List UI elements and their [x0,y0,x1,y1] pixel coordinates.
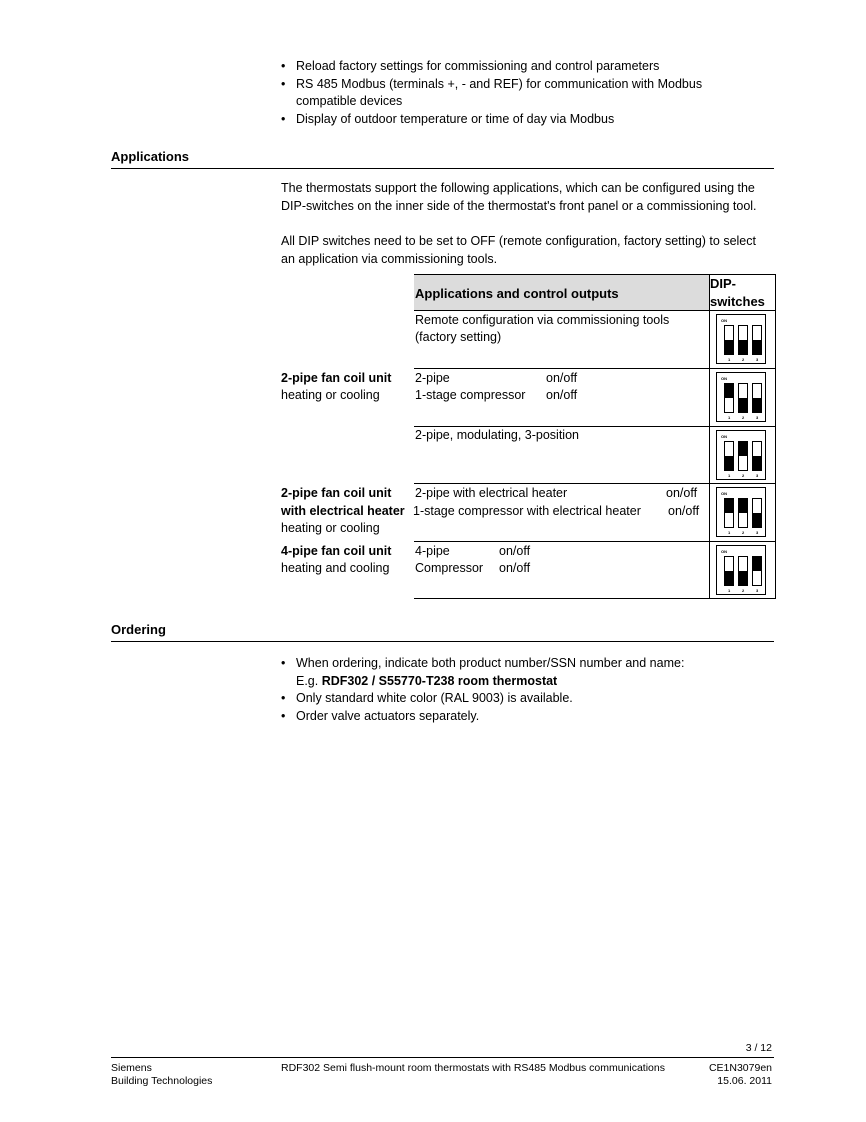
dip-on-label: ON [721,376,727,381]
dip-switch-knob [725,456,733,470]
row-rule [414,368,776,369]
dip-switch-number: 1 [728,357,731,362]
dip-switch-2-off [738,325,748,355]
row-group-label: heating and cooling [281,561,390,575]
intro-bullet: • RS 485 Modbus (terminals +, - and REF) for communication with Modbus compatible devices [281,76,751,111]
ordering-bullet: • Order valve actuators separately. [281,708,761,726]
intro-bullet-list [281,58,751,128]
row-output-line-2: Compressor [415,561,484,575]
table-dip-column-border [709,310,710,599]
dip-switch-number: 2 [742,357,745,362]
intro-bullet: • Display of outdoor temperature or time of day via Modbus [281,111,751,129]
row-rule [414,541,776,542]
dip-switch-number: 3 [756,530,759,535]
dip-switch-number: 2 [742,473,745,478]
dip-switch-1-off [724,325,734,355]
row-output-value-2: on/off [499,561,531,575]
row-output-value-1: on/off [546,371,578,385]
footer-date: 15.06. 2011 [717,1075,772,1087]
footer-company-2: Building Technologies [111,1075,213,1087]
row-group-label: 2-pipe fan coil unit [281,486,392,500]
dip-switch-number: 2 [742,415,745,420]
dip-switch-2-on [738,498,748,528]
ordering-rule [111,641,774,642]
applications-paragraph-2: All DIP switches need to be set to OFF (remote configuration, factory setting) to select an application via commissioning tools. [281,234,756,266]
dip-switch-1-on [724,498,734,528]
dip-switch-number: 2 [742,588,745,593]
ordering-bullet-line-1: When ordering, indicate both product number/SSN number and name: [296,656,685,670]
table-right-border [775,274,776,599]
table-top-rule [414,274,776,275]
dip-switch-knob [725,384,733,398]
dip-on-label: ON [721,549,727,554]
dip-switch-1-on [724,383,734,413]
dip-switch-knob [725,571,733,585]
dip-on-label: ON [721,434,727,439]
dip-switch-knob [753,398,761,412]
dip-switch-3-off [752,441,762,471]
dip-switch-knob [739,571,747,585]
applications-rule [111,168,774,169]
ordering-bullet [281,655,761,690]
table-header-outputs: Applications and control outputs [415,286,619,301]
table-header-rule [414,310,776,311]
dip-switch-2-on [738,441,748,471]
dip-switch-knob [739,499,747,513]
dip-switch-number: 3 [756,588,759,593]
dip-switch-knob [753,456,761,470]
row-output-line-2: 1-stage compressor [415,388,526,402]
dip-switch-diagram [716,487,766,537]
row-group-label: 2-pipe fan coil unit [281,371,392,385]
applications-paragraph-1: The thermostats support the following applications, which can be configured using the DIP-switches on the inner side of the thermostat's front panel or a commissioning tool. [281,181,757,213]
dip-switch-3-off [752,383,762,413]
dip-switch-knob [753,557,761,571]
row-group-label: 4-pipe fan coil unit [281,544,392,558]
dip-on-label: ON [721,318,727,323]
row-output-line-1: 2-pipe [415,371,450,385]
dip-switch-knob [725,340,733,354]
dip-switch-1-off [724,441,734,471]
dip-switch-knob [739,442,747,456]
dip-switch-knob [753,340,761,354]
dip-switch-knob [739,398,747,412]
dip-switch-knob [739,340,747,354]
intro-bullet: • Reload factory settings for commissioning and control parameters [281,58,751,76]
dip-switch-knob [753,513,761,527]
dip-switch-1-off [724,556,734,586]
row-output-value-2: on/off [546,388,578,402]
ordering-bullet-list [281,655,761,725]
dip-switch-3-off [752,325,762,355]
table-bottom-rule [414,598,776,599]
dip-switch-number: 3 [756,415,759,420]
page-number: 3 / 12 [745,1042,772,1054]
dip-switch-3-off [752,498,762,528]
dip-switch-knob [725,499,733,513]
dip-switch-number: 1 [728,588,731,593]
ordering-bullet: • Only standard white color (RAL 9003) is available. [281,690,761,708]
row-output-line-1: 4-pipe [415,544,450,558]
dip-switch-number: 3 [756,357,759,362]
dip-switch-number: 1 [728,415,731,420]
dip-switch-2-off [738,556,748,586]
row-output-line-1: Remote configuration via commissioning tools [415,313,670,327]
dip-on-label: ON [721,491,727,496]
dip-switch-number: 1 [728,530,731,535]
footer-company-1: Siemens [111,1062,152,1074]
ordering-example-product: RDF302 / S55770-T238 room thermostat [321,673,558,688]
dip-switch-number: 1 [728,473,731,478]
ordering-example-prefix: E.g. [296,673,322,688]
ordering-heading: Ordering [111,622,166,637]
table-header-dip-1: DIP- [710,276,736,291]
row-output-line-2: 1-stage compressor with electrical heater [413,504,641,518]
dip-switch-diagram [716,372,766,422]
row-output-line-2: (factory setting) [415,330,502,344]
dip-switch-diagram [716,430,766,480]
dip-switch-2-off [738,383,748,413]
dip-switch-number: 2 [742,530,745,535]
dip-switch-diagram [716,545,766,595]
dip-switch-number: 3 [756,473,759,478]
row-rule [414,483,776,484]
applications-heading: Applications [111,149,190,164]
row-output-value-2: on/off [668,504,700,518]
row-output-line-1: 2-pipe, modulating, 3-position [415,428,579,442]
row-group-label: with electrical heater [281,504,405,518]
footer-document-title: RDF302 Semi flush-mount room thermostats with RS485 Modbus communications [281,1062,665,1074]
row-group-label: heating or cooling [281,521,380,535]
row-output-value-1: on/off [666,486,698,500]
row-group-label: heating or cooling [281,388,380,402]
footer-document-id: CE1N3079en [708,1062,772,1074]
row-output-value-1: on/off [499,544,531,558]
table-header-dip-2: switches [710,294,765,309]
dip-switch-3-on [752,556,762,586]
footer-rule [111,1057,774,1058]
row-output-line-1: 2-pipe with electrical heater [415,486,568,500]
dip-switch-diagram [716,314,766,364]
